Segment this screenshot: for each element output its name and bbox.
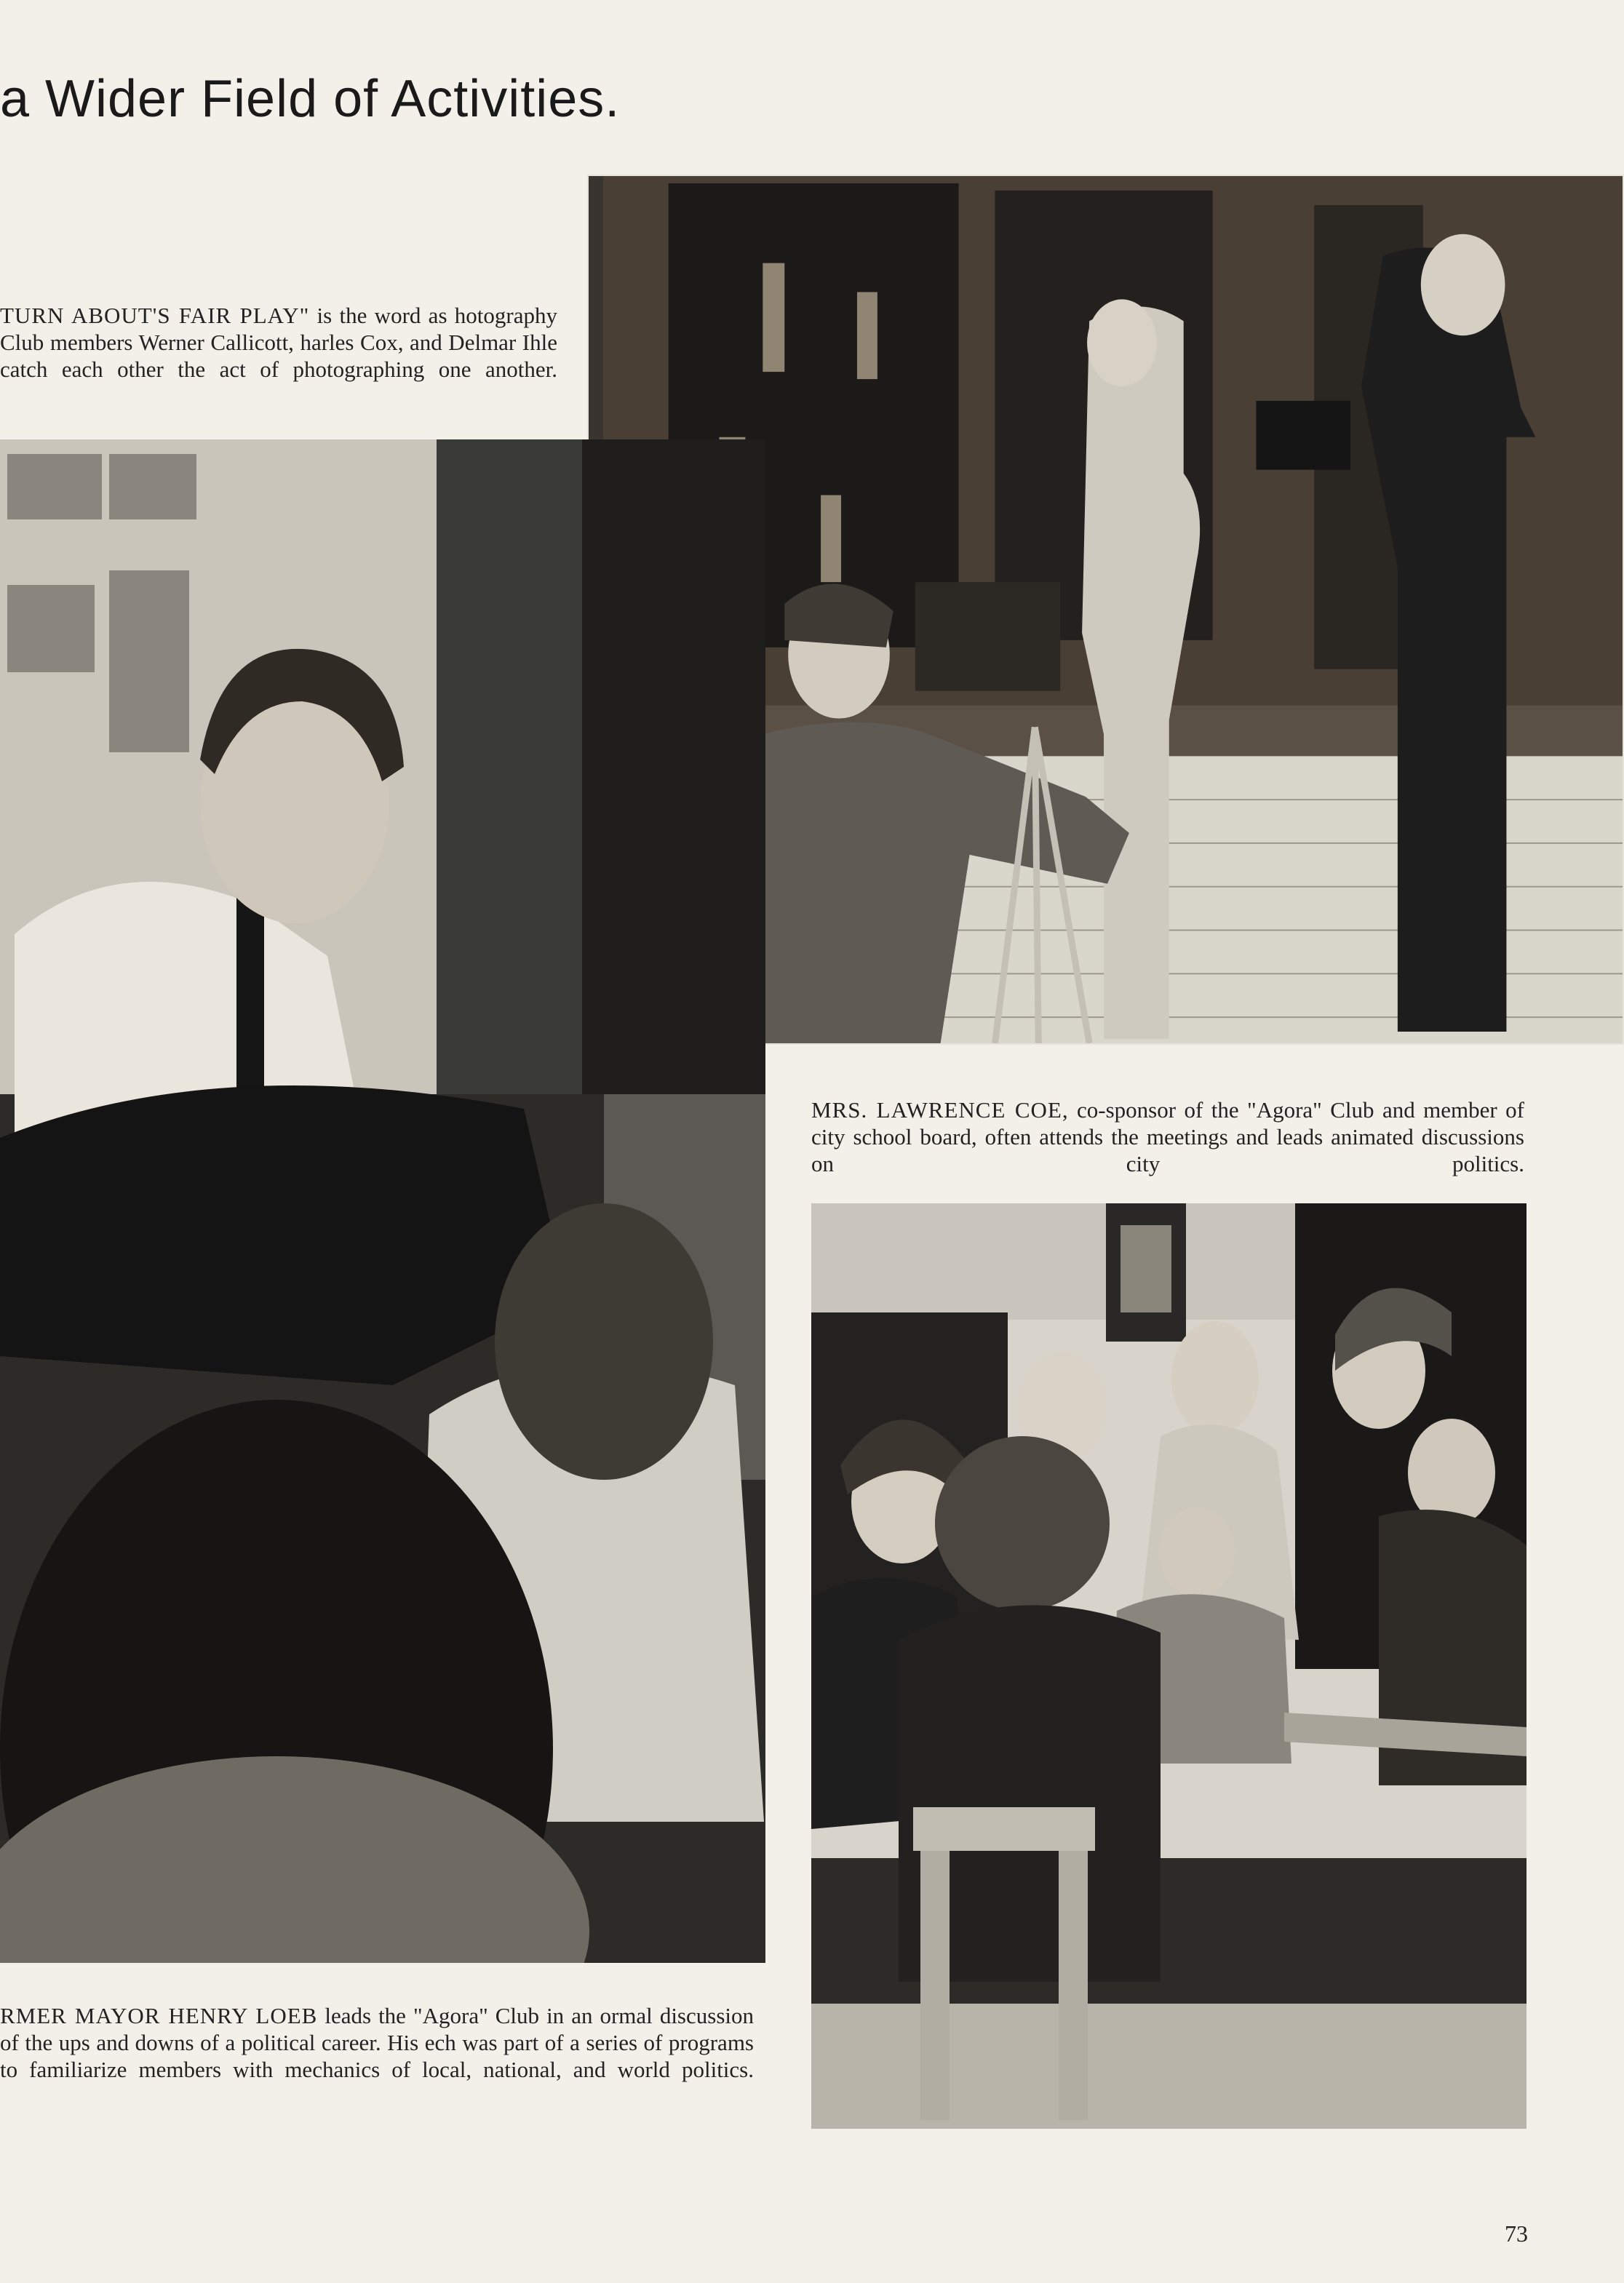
caption-body: co-sponsor of the "Agora" Club and member of city school board, often attends the meetings and leads animated discussions on city politics. — [811, 1097, 1524, 1176]
caption-lead: TURN ABOUT'S FAIR PLAY" — [0, 303, 310, 328]
caption-mrs-coe — [811, 1096, 1524, 1177]
caption-body: is the word as hotography Club members Werner Callicott, harles Cox, and Delmar Ihle catch each other the act of photographing one another. — [0, 303, 557, 382]
caption-lead: RMER MAYOR HENRY LOEB — [0, 2003, 318, 2028]
page-headline: a Wider Field of Activities. — [0, 70, 621, 128]
caption-henry-loeb — [0, 2002, 754, 2083]
caption-photography-club — [0, 302, 557, 383]
page-number: 73 — [1505, 2220, 1528, 2247]
photo-henry-loeb — [0, 439, 765, 1963]
photo-mrs-coe — [811, 1203, 1527, 2129]
caption-body: leads the "Agora" Club in an ormal discussion of the ups and downs of a political career. His ech was part of a series of programs to familiarize members with mechanics of local, national, and world politics. — [0, 2003, 754, 2082]
caption-lead: MRS. LAWRENCE COE, — [811, 1097, 1069, 1123]
